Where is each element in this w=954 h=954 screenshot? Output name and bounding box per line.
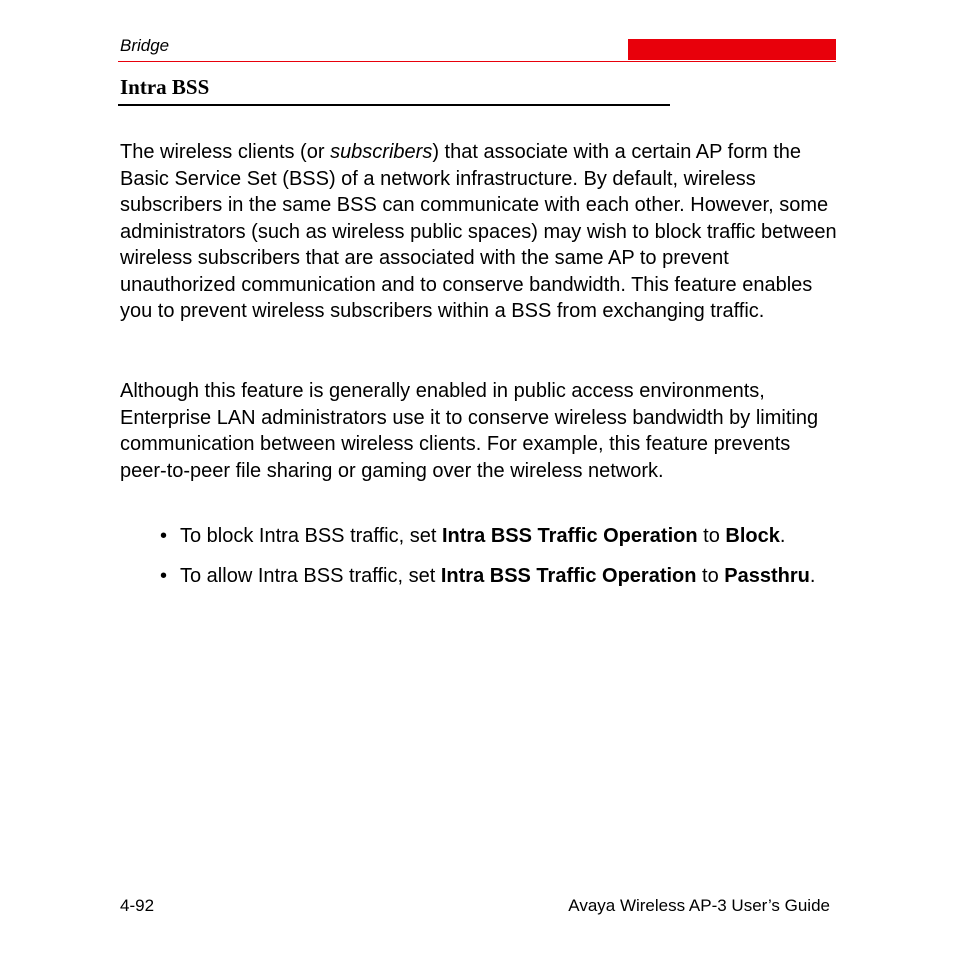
list-item-block (160, 523, 850, 549)
paragraph-usage: Although this feature is generally enabled in public access environments, Enterprise LAN administrators use it to conserve wireless bandwidth by limiting communication between wireless clients. For example, this feature prevents peer-to-peer file sharing or gaming over the wireless network. (120, 380, 819, 482)
list-item-connector: to (696, 565, 725, 587)
running-header: Bridge (120, 36, 170, 55)
list-item-text: To block Intra BSS traffic, set (180, 525, 442, 547)
bullet-icon: • (160, 525, 168, 547)
title-underline (118, 104, 670, 106)
list-item-period: . (779, 525, 786, 547)
header-accent-bar (628, 39, 836, 60)
paragraph-intro (120, 139, 840, 325)
list-item-text: To allow Intra BSS traffic, set (180, 565, 441, 587)
setting-value-block: Block (725, 525, 780, 547)
list-item-allow (160, 563, 850, 589)
setting-value-passthru: Passthru (724, 565, 810, 587)
setting-name: Intra BSS Traffic Operation (441, 525, 698, 547)
subscribers-term: subscribers (330, 141, 433, 163)
bullet-icon: • (160, 565, 168, 587)
list-item-connector: to (697, 525, 726, 547)
paragraph-intro-rest: ) that associate with a certain AP form the Basic Service Set (BSS) of a network infrastructure. By default, wireless subscribers in the same BSS can communicate with each other. However, some administrators (such as wireless public spaces) may wish to block traffic between wireless subscribers that are associated with the same AP to prevent unauthorized communication and to conserve bandwidth. This feature enables you to prevent wireless subscribers within a BSS from exchanging traffic. (120, 141, 837, 322)
list-item-period: . (809, 565, 816, 587)
header-rule (118, 61, 836, 62)
setting-name: Intra BSS Traffic Operation (440, 565, 697, 587)
instruction-list (160, 523, 850, 603)
page-number: 4-92 (120, 896, 155, 915)
section-title: Intra BSS (120, 75, 210, 99)
guide-title: Avaya Wireless AP-3 User’s Guide (568, 896, 830, 915)
paragraph-intro-lead: The wireless clients (or (120, 141, 331, 163)
